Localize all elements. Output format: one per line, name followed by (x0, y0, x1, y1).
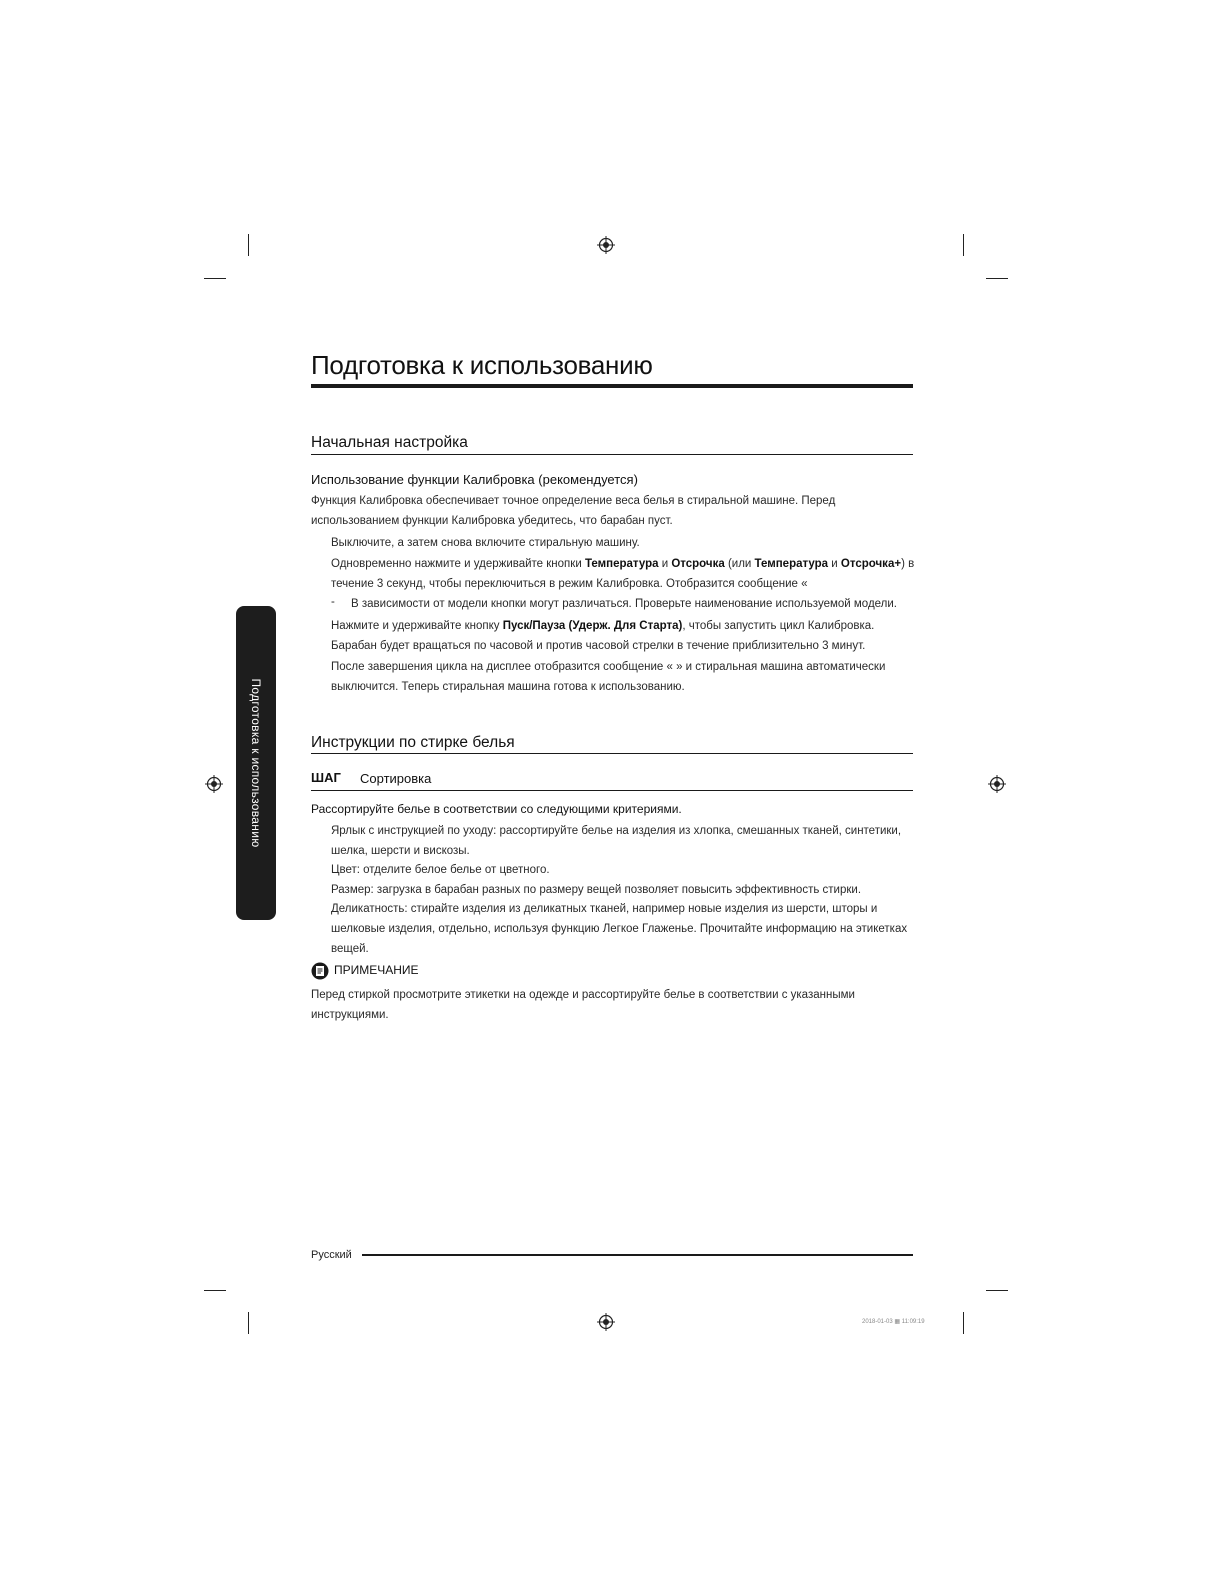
note-text: Перед стиркой просмотрите этикетки на одежде и рассортируйте белье в соответствии с указанными инструкциями. (311, 989, 855, 1021)
calibration-step-4: После завершения цикла на дисплее отобразится сообщение « » и стиральная машина автоматически выключится. Теперь стиральная машина готова к использованию. (331, 661, 886, 693)
calibration-subheading: Использование функции Калибровка (рекомендуется) (311, 472, 638, 487)
crop-mark-bottom-right (963, 1312, 964, 1334)
crop-mark-left-bottom (204, 1290, 226, 1291)
crop-mark-left-top (204, 278, 226, 279)
calibration-step-2-note: В зависимости от модели кнопки могут различаться. Проверьте наименование используемой модели. (351, 598, 897, 610)
crop-mark-top-right (963, 234, 964, 256)
section-heading-setup: Начальная настройка (311, 434, 468, 451)
sorting-item-color: Цвет: отделите белое белье от цветного. (331, 864, 550, 876)
calibration-step-1: Выключите, а затем снова включите стиральную машину. (331, 537, 640, 549)
page-title: Подготовка к использованию (311, 350, 653, 380)
sorting-item-size: Размер: загрузка в барабан разных по размеру вещей позволяет повысить эффективность стирки. (331, 884, 862, 896)
calibration-step-3: Нажмите и удерживайте кнопку Пуск/Пауза (Удерж. Для Старта), чтобы запустить цикл Калибровка. Барабан будет вращаться по часовой и против часовой стрелки в течение приблизительно 3 минут. (331, 620, 875, 652)
footer-rule (362, 1254, 913, 1256)
sorting-item-label: Ярлык с инструкцией по уходу: рассортируйте белье на изделия из хлопка, смешанных тканей, синтетики, шелка, шерсти и вискозы. (331, 825, 902, 857)
note-icon (311, 962, 329, 980)
side-tab (236, 606, 276, 920)
section-rule-washing (311, 753, 913, 754)
crop-mark-top-left (248, 234, 249, 256)
section-rule-setup (311, 454, 913, 455)
step-title: Сортировка (360, 771, 432, 786)
title-rule (311, 384, 913, 388)
crop-mark-bottom-left (248, 1312, 249, 1334)
crop-mark-right-bottom (986, 1290, 1008, 1291)
calibration-step-2: Одновременно нажмите и удерживайте кнопки Температура и Отсрочка (или Температура и Отсрочка+) в течение 3 секунд, чтобы переключиться в режим Калибровка. Отобразится сообщение « (331, 558, 915, 590)
sorting-lead: Рассортируйте белье в соответствии со следующими критериями. (311, 802, 682, 816)
note-label: ПРИМЕЧАНИЕ (334, 963, 419, 977)
sorting-item-delicate: Деликатность: стирайте изделия из деликатных тканей, например новые изделия из шерсти, шторы и шелковые изделия, отдельно, используя функцию Легкое Глаженье. Прочитайте информацию на этикетках вещей. (331, 903, 908, 955)
step-label: ШАГ (311, 770, 341, 785)
registration-mark-top-icon (597, 236, 615, 254)
registration-mark-right-icon (988, 775, 1006, 793)
footer-language: Русский (311, 1249, 352, 1261)
crop-mark-right-top (986, 278, 1008, 279)
calibration-intro: Функция Калибровка обеспечивает точное определение веса белья в стиральной машине. Перед использованием функции Калибровка убедитесь, что барабан пуст. (311, 495, 836, 527)
note-dash: - (331, 596, 335, 608)
section-heading-washing: Инструкции по стирке белья (311, 734, 515, 751)
registration-mark-bottom-icon (597, 1313, 615, 1331)
footer-print-meta: 2018-01-03 ▦ 11:09:19 (862, 1319, 925, 1325)
side-tab-label: Подготовка к использованию (249, 678, 263, 848)
step-rule (311, 790, 913, 791)
registration-mark-left-icon (205, 775, 223, 793)
